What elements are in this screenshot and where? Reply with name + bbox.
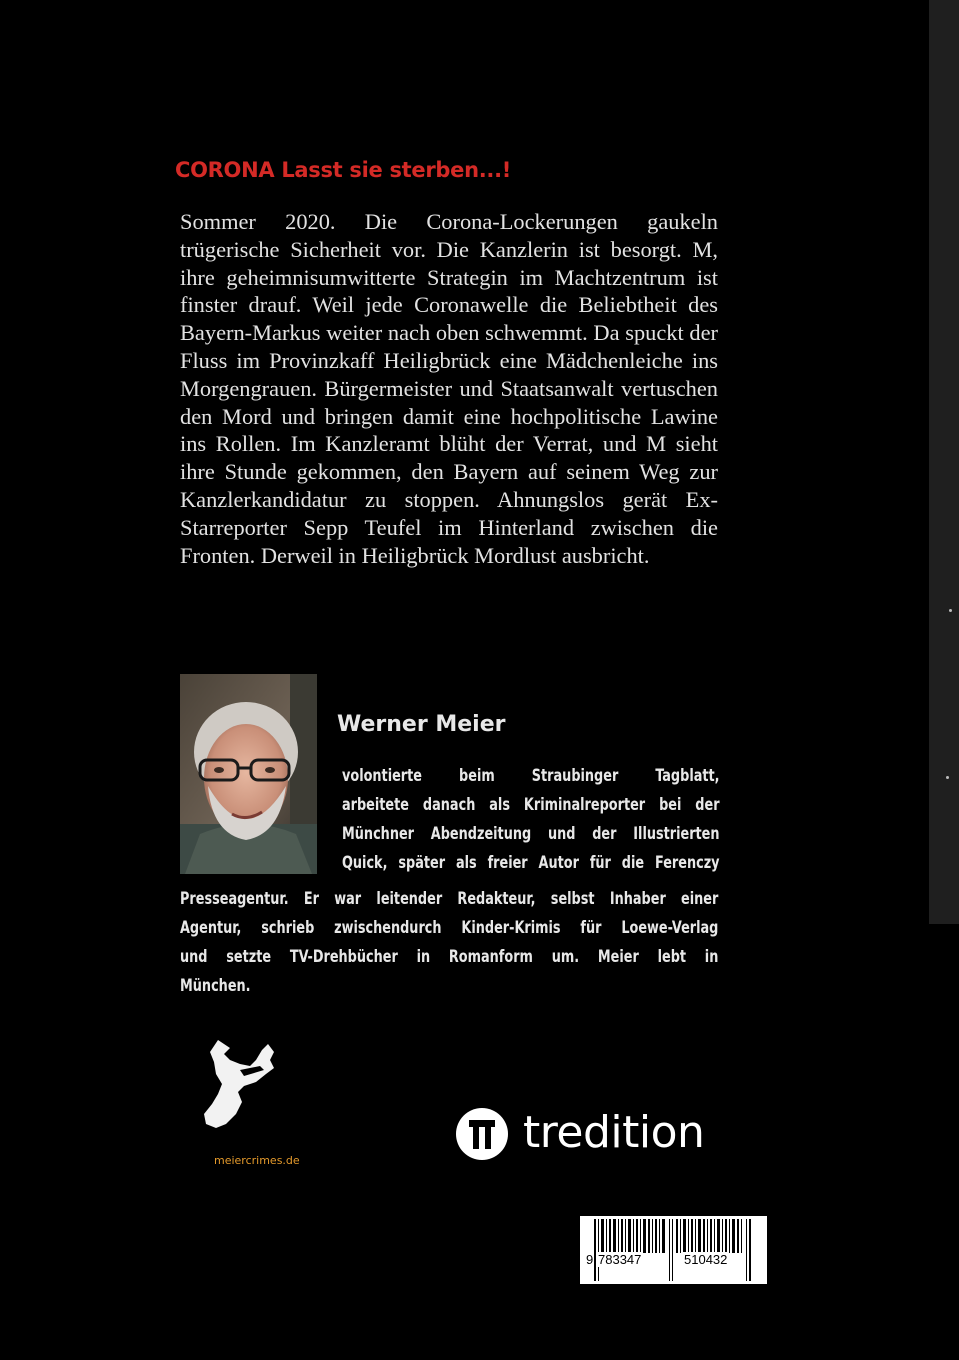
- barcode-digit: 9: [586, 1252, 594, 1267]
- tredition-logo-icon: [456, 1108, 508, 1160]
- author-name: Werner Meier: [337, 712, 506, 737]
- bio-line: volontierte beim Straubinger Tagblatt,: [342, 766, 720, 785]
- bio-line: München.: [180, 976, 251, 995]
- author-bio-top: [342, 761, 720, 877]
- cover-spine-edge: [929, 0, 959, 924]
- author-bio-bottom: [180, 884, 718, 1000]
- bio-line: Münchner Abendzeitung und der Illustrierten: [342, 824, 720, 843]
- barcode-bars: [580, 1216, 767, 1284]
- book-title-headline: CORONA Lasst sie sterben...!: [175, 158, 512, 182]
- spine-mark: [946, 776, 949, 779]
- barcode-digits-right: 510432: [684, 1252, 728, 1267]
- bio-line: Agentur, schrieb zwischendurch Kinder-Krimis für Loewe-Verlag: [180, 918, 719, 937]
- isbn-barcode: [580, 1216, 767, 1284]
- bio-line: Quick, später als freier Autor für die Ferenczy: [342, 853, 720, 872]
- author-website: meiercrimes.de: [214, 1154, 300, 1167]
- publisher-name: tredition: [523, 1107, 705, 1158]
- bio-line: Presseagentur. Er war leitender Redakteur, selbst Inhaber einer: [180, 889, 719, 908]
- reporter-silhouette-icon: [200, 1040, 280, 1130]
- author-portrait: [180, 674, 317, 874]
- bio-line: arbeitete danach als Kriminalreporter bei der: [342, 795, 720, 814]
- book-blurb: Sommer 2020. Die Corona-Lockerungen gaukeln trügerische Sicherheit vor. Die Kanzlerin ist besorgt. M, ihre geheimnisumwitterte Strategin im Machtzentrum ist finster drauf. Weil jede Coronawelle die Beliebtheit des Bayern-Markus weiter nach oben schwemmt. Da spuckt der Fluss im Provinzkaff Heiligbrück eine Mädchenleiche ins Morgengrauen. Bürgermeister und Staatsanwalt vertuschen den Mord und bringen damit eine hochpolitische Lawine ins Rollen. Im Kanzleramt blüht der Verrat, und M sieht ihre Stunde gekommen, den Bayern auf seinem Weg zur Kanzlerkandidatur zu stoppen. Ahnungslos gerät Ex-Starreporter Sepp Teufel im Hinterland zwischen die Fronten. Derweil in Heiligbrück Mordlust ausbricht.: [180, 209, 718, 568]
- spine-mark: [949, 609, 952, 612]
- bio-line: und setzte TV-Drehbücher in Romanform um. Meier lebt in: [180, 947, 719, 966]
- barcode-digits-left: 783347: [598, 1252, 642, 1267]
